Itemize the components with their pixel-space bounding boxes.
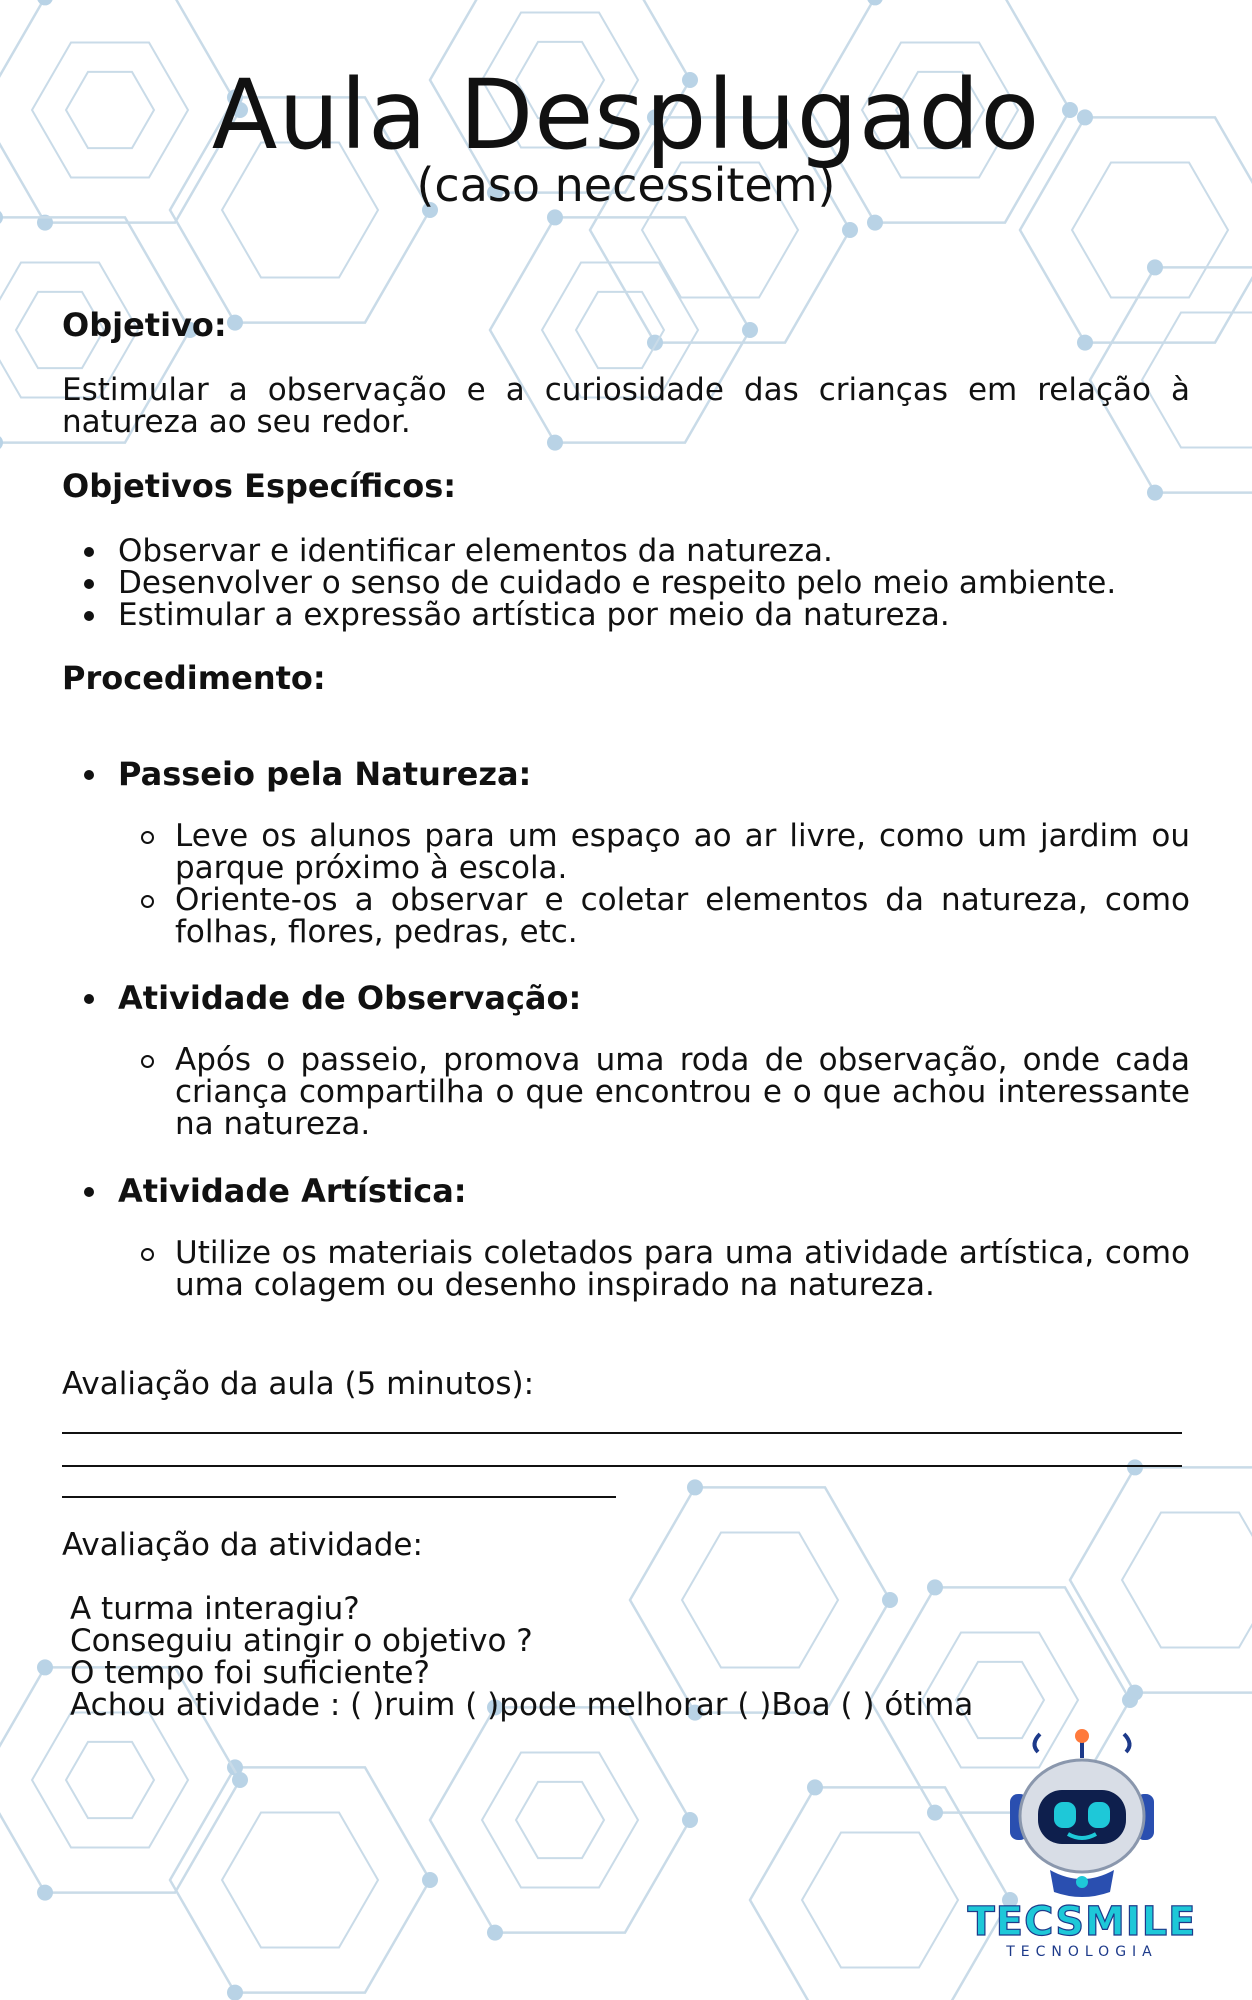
question-item: Conseguiu atingir o objetivo ? <box>70 1623 533 1659</box>
list-item: Observar e identificar elementos da natureza. <box>62 535 1190 567</box>
robot-icon <box>960 1720 1210 1960</box>
procedimento-section-passeio <box>62 754 1190 948</box>
section-title: Atividade Artística: <box>62 1171 1190 1211</box>
procedimento-section-artistica <box>62 1171 1190 1301</box>
question-item: A turma interagiu? <box>70 1591 360 1627</box>
answer-line <box>62 1432 1182 1434</box>
tecsmile-logo <box>960 1720 1210 1960</box>
list-item: Oriente-os a observar e coletar elementos da natureza, como folhas, flores, pedras, etc. <box>62 884 1190 948</box>
list-item: Leve os alunos para um espaço ao ar livre, como um jardim ou parque próximo à escola. <box>62 820 1190 884</box>
avaliacao-atividade-label: Avaliação da atividade: <box>62 1527 423 1563</box>
svg-text:TECSMILE: TECSMILE <box>967 1899 1197 1945</box>
objetivo-text: Estimular a observação e a curiosidade das crianças em relação à natureza ao seu redor. <box>62 372 1190 440</box>
page-subtitle: (caso necessitem) <box>416 158 836 212</box>
question-item: O tempo foi suficiente? <box>70 1655 430 1691</box>
especificos-list <box>62 535 1190 631</box>
procedimento-heading: Procedimento: <box>62 659 326 697</box>
question-item: Achou atividade : ( )ruim ( )pode melhorar ( )Boa ( ) ótima <box>70 1687 974 1723</box>
section-title: Passeio pela Natureza: <box>62 754 1190 794</box>
list-item: Após o passeio, promova uma roda de observação, onde cada criança compartilha o que encontrou e o que achou interessante na natureza. <box>62 1044 1190 1140</box>
answer-line <box>62 1496 616 1498</box>
answer-line <box>62 1465 1182 1467</box>
objetivo-heading: Objetivo: <box>62 306 227 344</box>
list-item: Utilize os materiais coletados para uma atividade artística, como uma colagem ou desenho inspirado na natureza. <box>62 1237 1190 1301</box>
especificos-heading: Objetivos Específicos: <box>62 467 457 505</box>
section-items <box>62 820 1190 948</box>
avaliacao-aula-label: Avaliação da aula (5 minutos): <box>62 1366 535 1402</box>
page-title: Aula Desplugado <box>211 59 1041 171</box>
list-item: Desenvolver o senso de cuidado e respeito pelo meio ambiente. <box>62 567 1190 599</box>
procedimento-section-observacao <box>62 978 1190 1140</box>
list-item: Estimular a expressão artística por meio da natureza. <box>62 599 1190 631</box>
section-title: Atividade de Observação: <box>62 978 1190 1018</box>
svg-text:TECNOLOGIA: TECNOLOGIA <box>1006 1944 1158 1960</box>
section-items <box>62 1237 1190 1301</box>
section-items <box>62 1044 1190 1140</box>
